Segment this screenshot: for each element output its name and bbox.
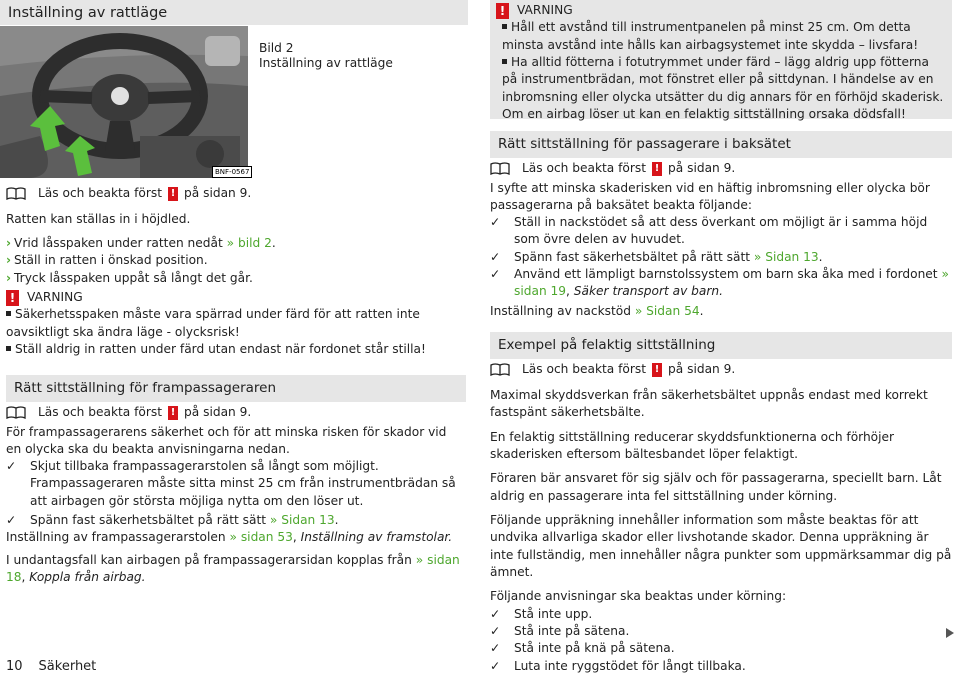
check-tail: , [566, 284, 570, 299]
read-first-text: Läs och beakta först [38, 186, 163, 200]
bullet-icon [6, 311, 11, 316]
figure-code: BNF-0567 [212, 166, 252, 178]
checkmark-icon: ✓ [6, 512, 17, 527]
check-list [6, 458, 458, 529]
checkmark-icon: ✓ [6, 459, 17, 473]
bullet-icon [502, 59, 507, 64]
checkmark-icon: ✓ [490, 606, 501, 621]
check-text: Skjut tillbaka frampassagerarstolen så långt som möjligt. Frampassageraren måste sitta minst 25 cm från instrumentbrädan så att airbagen gör största möjliga nytta om den löser ut. [30, 459, 456, 508]
para-tail: , [21, 570, 26, 585]
link[interactable]: » Sidan 13 [753, 249, 819, 264]
check-item [490, 640, 952, 657]
step-item [6, 270, 466, 287]
link[interactable]: » Sidan 13 [269, 512, 335, 527]
section-title: Rätt sittställning för frampassageraren [14, 380, 277, 396]
paragraph: Följande uppräkning innehåller information som måste beaktas för att undvika allvarliga skador eller livshotande skador. Denna uppräkning är inte fullständig, men innehåller några punkter som uppmärksammar dig på ämnet. [490, 512, 952, 579]
step-text: Ställ in ratten i önskad position. [14, 253, 208, 268]
warning-items [6, 306, 466, 358]
check-italic: Säker transport av barn. [573, 284, 723, 299]
paragraph: Föraren bär ansvaret för sig själv och för passagerarna, speciellt barn. Låt aldrig en passagerare inta fel sittställning under körning. [490, 471, 942, 503]
link[interactable]: » bild 2 [226, 236, 272, 250]
warning-icon: ! [652, 162, 662, 176]
warning-text: Ha alltid fötterna i fotutrymmet under färd – lägg aldrig upp fötterna på instrumentbrädan, mot fönstret eller på sittdynan. I händelse av en inbromsning eller olycka utsätter du dig annars för en förhöjd skaderisk. Om en airbag löser ut kan en felaktig sittställning orsaka dödsfall! [502, 54, 944, 121]
paragraph [490, 303, 703, 320]
check-text: Stå inte på knä på sätena. [514, 641, 675, 656]
check-item [490, 606, 952, 623]
chevron-right-icon: › [6, 253, 12, 268]
book-icon [490, 363, 510, 376]
link[interactable]: » Sidan 54 [634, 304, 700, 318]
read-first-note [490, 160, 735, 177]
warning-box [490, 0, 952, 119]
checkmark-icon: ✓ [490, 266, 501, 281]
para-italic: Inställning av framstolar. [300, 530, 453, 544]
read-first-page[interactable]: på sidan 9. [184, 186, 252, 200]
check-text: Spänn fast säkerhetsbältet på rätt sätt [30, 512, 266, 527]
steering-figure [0, 26, 248, 178]
chevron-right-icon: › [6, 270, 12, 285]
paragraph [6, 552, 461, 587]
read-first-page[interactable]: på sidan 9. [184, 405, 252, 419]
warning-icon: ! [168, 406, 178, 420]
para-text: I undantagsfall kan airbagen på frampassagerarsidan kopplas från [6, 553, 412, 567]
paragraph: Maximal skyddsverkan från säkerhetsbältet uppnås endast med korrekt fastspänt säkerhetsbälte. [490, 388, 928, 420]
warning-icon: ! [652, 363, 662, 377]
check-tail: . [334, 512, 339, 527]
para-italic: Koppla från airbag. [29, 570, 146, 585]
warning-item [496, 19, 944, 54]
paragraph: I syfte att minska skaderisken vid en häftig inbromsning eller olycka bör passagerarna på baksätet beakta följande: [490, 181, 930, 213]
bullet-icon [502, 24, 507, 29]
footer-section: Säkerhet [38, 659, 97, 674]
step-text: Vrid låsspaken under ratten nedåt [14, 236, 223, 250]
book-icon [6, 406, 26, 419]
check-item [490, 214, 952, 249]
check-list [490, 214, 952, 301]
paragraph: För frampassagerarens säkerhet och för att minska risken för skador vid en olycka ska du beakta anvisningarna nedan. [6, 425, 447, 457]
intro-text: Ratten kan ställas in i höjdled. [6, 212, 191, 226]
paragraph [6, 529, 466, 546]
warning-header [496, 2, 944, 19]
read-first-page[interactable]: på sidan 9. [668, 362, 736, 376]
check-text: Spänn fast säkerhetsbältet på rätt sätt [514, 249, 750, 264]
chevron-right-icon: › [6, 236, 12, 250]
checkmark-icon: ✓ [490, 658, 501, 673]
section-heading [490, 131, 952, 158]
check-item [490, 623, 952, 640]
step-item [6, 235, 466, 252]
check-item [6, 512, 458, 529]
warning-box [6, 289, 466, 358]
warning-text: Säkerhetsspaken måste vara spärrad under färd för att ratten inte oavsiktligt ska ändra läge - olycksrisk! [6, 307, 420, 339]
warning-icon: ! [6, 290, 19, 306]
read-first-note [6, 404, 251, 421]
section-title: Exempel på felaktig sittställning [498, 337, 716, 353]
check-text: Stå inte upp. [514, 606, 593, 621]
figure-caption: Inställning av rattläge [259, 56, 393, 70]
bullet-icon [6, 346, 11, 351]
section-heading [490, 332, 952, 359]
check-text: Använd ett lämpligt barnstolssystem om barn ska åka med i fordonet [514, 266, 938, 281]
read-first-text: Läs och beakta först [522, 161, 647, 175]
read-first-text: Läs och beakta först [522, 362, 647, 376]
para-tail: , [292, 530, 297, 544]
figure-label: Bild 2 [259, 41, 294, 55]
warning-title: VARNING [517, 3, 573, 17]
paragraph-group [490, 387, 952, 675]
step-tail: . [271, 236, 276, 250]
steps-list [6, 235, 466, 287]
check-text: Stå inte på sätena. [514, 623, 630, 638]
page-number: 10 [6, 659, 23, 674]
book-icon [6, 187, 26, 200]
checkmark-icon: ✓ [490, 215, 501, 229]
check-item [6, 458, 458, 510]
link[interactable]: » sidan 18 [6, 553, 460, 585]
book-icon [490, 162, 510, 175]
check-item [490, 249, 952, 266]
read-first-note [6, 185, 251, 202]
warning-text: Ställ aldrig in ratten under färd utan endast när fordonet står stilla! [15, 341, 426, 356]
para-text: Inställning av frampassagerarstolen [6, 530, 226, 544]
checkmark-icon: ✓ [490, 641, 501, 656]
checkmark-icon: ✓ [490, 623, 501, 638]
check-tail: . [818, 249, 823, 264]
step-item [6, 252, 466, 269]
link[interactable]: » sidan 53 [229, 530, 293, 544]
para-tail: . [699, 304, 704, 318]
warning-text: Håll ett avstånd till instrumentpanelen på minst 25 cm. Om detta minsta avstånd inte hålls kan airbagsystemet inte skydda – livsfara! [502, 20, 919, 52]
warning-item [6, 306, 466, 341]
check-item [490, 658, 952, 675]
checkmark-icon: ✓ [490, 249, 501, 264]
page-title: Inställning av rattläge [8, 5, 168, 21]
section-title: Rätt sittställning för passagerare i baksätet [498, 136, 791, 152]
para-text: Inställning av nackstöd [490, 304, 631, 318]
section-heading [6, 375, 466, 402]
warning-title: VARNING [27, 290, 83, 304]
read-first-note [490, 361, 735, 378]
paragraph: Följande anvisningar ska beaktas under körning: [490, 589, 787, 604]
check-text: Ställ in nackstödet så att dess överkant om möjligt är i samma höjd som övre delen av huvudet. [514, 215, 928, 247]
warning-item [496, 54, 944, 123]
check-item [490, 266, 952, 301]
link[interactable]: » sidan 19 [514, 266, 949, 299]
paragraph: En felaktig sittställning reducerar skyddsfunktionerna och förhöjer skaderisken eftersom bältesbandet löper felaktigt. [490, 429, 895, 461]
next-page-arrow-icon[interactable] [946, 628, 954, 638]
warning-header [6, 289, 466, 306]
warning-icon: ! [496, 3, 509, 19]
page-footer [6, 658, 96, 676]
warning-icon: ! [168, 187, 178, 201]
read-first-page[interactable]: på sidan 9. [668, 161, 736, 175]
check-text: Luta inte ryggstödet för långt tillbaka. [514, 658, 746, 673]
step-text: Tryck låsspaken uppåt så långt det går. [14, 270, 253, 285]
read-first-text: Läs och beakta först [38, 405, 163, 419]
warning-item [6, 341, 466, 358]
